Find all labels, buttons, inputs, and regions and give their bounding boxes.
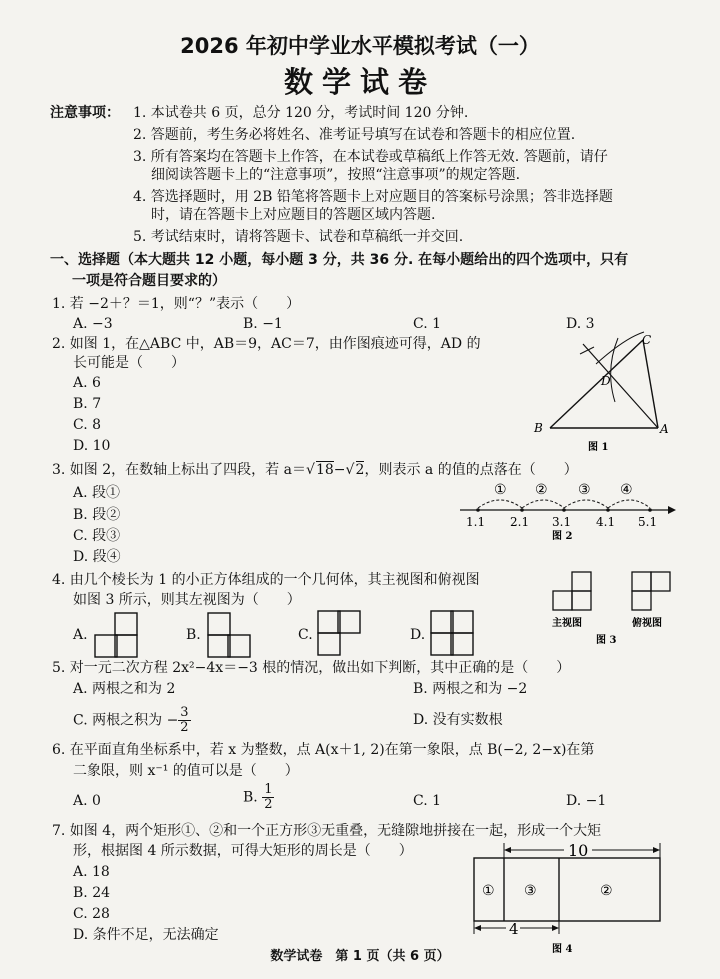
q7-stem-cont: 形，根据图 4 所示数据，可得大矩形的周长是（ ） (73, 843, 413, 859)
q6-option-c: C. 1 (413, 793, 442, 809)
q4-option-a-view (94, 612, 140, 658)
figure-1-triangle (530, 330, 680, 455)
square-3-label: ③ (524, 883, 537, 899)
q6-option-d: D. −1 (566, 793, 607, 809)
figure-2-number-line (458, 478, 680, 548)
top-view-label: 俯视图 (632, 618, 662, 629)
sqrt-sign-icon: √ (345, 462, 355, 478)
note-4-cont: 时，请在答题卡上对应题目的答题区域内答题. (151, 207, 436, 223)
q1-stem: 1. 若 −2＋？＝1，则“？”表示（ ） (52, 296, 301, 312)
q4-option-a: A. (73, 627, 88, 643)
figure-4-rectangles (468, 838, 668, 956)
dim-top-label: 10 (568, 841, 589, 860)
q6-stem: 6. 在平面直角坐标系中，若 x 为整数，点 A(x＋1, 2)在第一象限，点 B(−2, 2−x)在第 (52, 742, 595, 758)
tick-label-4: 4.1 (596, 515, 616, 529)
q6-option-b: B. $\frac{1}{2}$ (243, 782, 273, 812)
tick-label-5: 5.1 (638, 515, 658, 529)
q7-stem: 7. 如图 4，两个矩形①、②和一个正方形③无重叠，无缝隙地拼接在一起，形成一个大矩 (52, 823, 602, 839)
exam-title: 2026 年初中学业水平模拟考试（一） (180, 34, 540, 58)
arrow-right-icon (668, 506, 676, 514)
q4-option-c: C. (298, 627, 313, 643)
top-view-shape (632, 572, 670, 610)
fraction-one-half: $\frac{1}{2}$ (264, 782, 273, 812)
q6-option-a: A. 0 (73, 793, 101, 809)
section-heading-cont: 一项是符合题目要求的） (72, 273, 226, 289)
front-view-label: 主视图 (552, 618, 582, 629)
segment-label-2: ② (535, 482, 548, 498)
q7-option-a: A. 18 (73, 864, 110, 880)
q1-option-a: A. −3 (73, 316, 113, 332)
q5-option-c: C. 两根之积为 − $\frac{3}{2}$ (73, 705, 189, 735)
figure-3-views (548, 568, 678, 648)
q5-option-b: B. 两根之和为 −2 (413, 681, 528, 697)
segment-label-4: ④ (620, 482, 633, 498)
q4-option-d: D. (410, 627, 426, 643)
big-rectangle (474, 858, 660, 921)
fig2-caption: 图 2 (552, 531, 573, 542)
fig1-label-a: A (660, 422, 669, 436)
fraction-three-halves: $\frac{3}{2}$ (180, 705, 189, 735)
q4-stem-cont: 如图 3 所示，则其左视图为（ ） (73, 592, 301, 608)
note-3-cont: 细阅读答题卡上的“注意事项”，按照“注意事项”的规定答题. (151, 167, 521, 183)
exam-subtitle: 数学试卷 (283, 65, 436, 99)
note-1: 1. 本试卷共 6 页，总分 120 分，考试时间 120 分钟. (133, 105, 469, 121)
note-3: 3. 所有答案均在答题卡上作答，在本试卷或草稿纸上作答无效. 答题前，请仔 (133, 149, 608, 165)
q1-option-d: D. 3 (566, 316, 595, 332)
q1-option-b: B. −1 (243, 316, 283, 332)
q7-option-b: B. 24 (73, 885, 111, 901)
q4-stem: 4. 由几个棱长为 1 的小正方体组成的一个几何体，其主视图和俯视图 (52, 572, 480, 588)
q4-option-c-view (317, 610, 363, 656)
q2-option-c: C. 8 (73, 417, 102, 433)
q5-option-d: D. 没有实数根 (413, 712, 503, 728)
q7-option-d: D. 条件不足，无法确定 (73, 927, 219, 943)
segment-label-1: ① (494, 482, 507, 498)
section-heading: 一、选择题（本大题共 12 小题，每小题 3 分，共 36 分. 在每小题给出的四个选项中，只有 (50, 252, 629, 268)
q3-option-b: B. 段② (73, 507, 121, 523)
fig1-label-b: B (534, 421, 543, 435)
q3-root-18: √ 18 (305, 462, 334, 478)
dim-bottom-label: 4 (509, 920, 519, 938)
q3-option-d: D. 段④ (73, 549, 121, 565)
segment-label-3: ③ (578, 482, 591, 498)
fig1-label-d: D (601, 374, 611, 388)
q3-stem: 3. 如图 2，在数轴上标出了四段，若 a＝ √ 18− √ 2，则表示 a 的值的点落在（ ） (52, 462, 578, 478)
q5-option-a: A. 两根之和为 2 (73, 681, 176, 697)
q2-option-d: D. 10 (73, 438, 111, 454)
note-2: 2. 答题前，考生务必将姓名、准考证号填写在试卷和答题卡的相应位置. (133, 127, 576, 143)
tick-label-1: 1.1 (466, 515, 486, 529)
q4-option-b: B. (186, 627, 201, 643)
q2-option-b: B. 7 (73, 396, 102, 412)
q6-stem-cont: 二象限，则 x⁻¹ 的值可以是（ ） (73, 763, 299, 779)
rect-1-label: ① (482, 883, 495, 899)
fig3-caption: 图 3 (596, 635, 617, 646)
note-5: 5. 考试结束时，请将答题卡、试卷和草稿纸一并交回. (133, 229, 464, 245)
fig1-caption: 图 1 (588, 442, 609, 453)
rect-2-label: ② (600, 883, 613, 899)
note-4: 4. 答选择题时，用 2B 铅笔将答题卡上对应题目的答案标号涂黑；答非选择题 (133, 189, 613, 205)
fig1-label-c: C (642, 333, 652, 347)
tick-label-2: 2.1 (510, 515, 530, 529)
fig4-caption: 图 4 (552, 944, 573, 955)
q3-option-c: C. 段③ (73, 528, 121, 544)
q7-option-c: C. 28 (73, 906, 110, 922)
tick-label-3: 3.1 (552, 515, 572, 529)
q2-stem: 2. 如图 1，在△ABC 中，AB＝9，AC＝7，由作图痕迹可得，AD 的 (52, 336, 481, 352)
q4-option-d-view (430, 610, 476, 656)
q2-stem-cont: 长可能是（ ） (73, 355, 185, 371)
q4-option-b-view (207, 612, 253, 658)
q5-stem: 5. 对一元二次方程 2x²−4x＝−3 根的情况，做出如下判断，其中正确的是（ ） (52, 660, 571, 676)
q3-root-2: √ 2 (345, 462, 365, 478)
q1-option-c: C. 1 (413, 316, 442, 332)
sqrt-sign-icon: √ (305, 462, 315, 478)
front-view-shape (553, 572, 591, 610)
q3-option-a: A. 段① (73, 485, 121, 501)
q2-option-a: A. 6 (73, 375, 101, 391)
notes-label: 注意事项： (50, 105, 120, 121)
page-footer: 数学试卷 第 1 页（共 6 页） (270, 949, 450, 964)
